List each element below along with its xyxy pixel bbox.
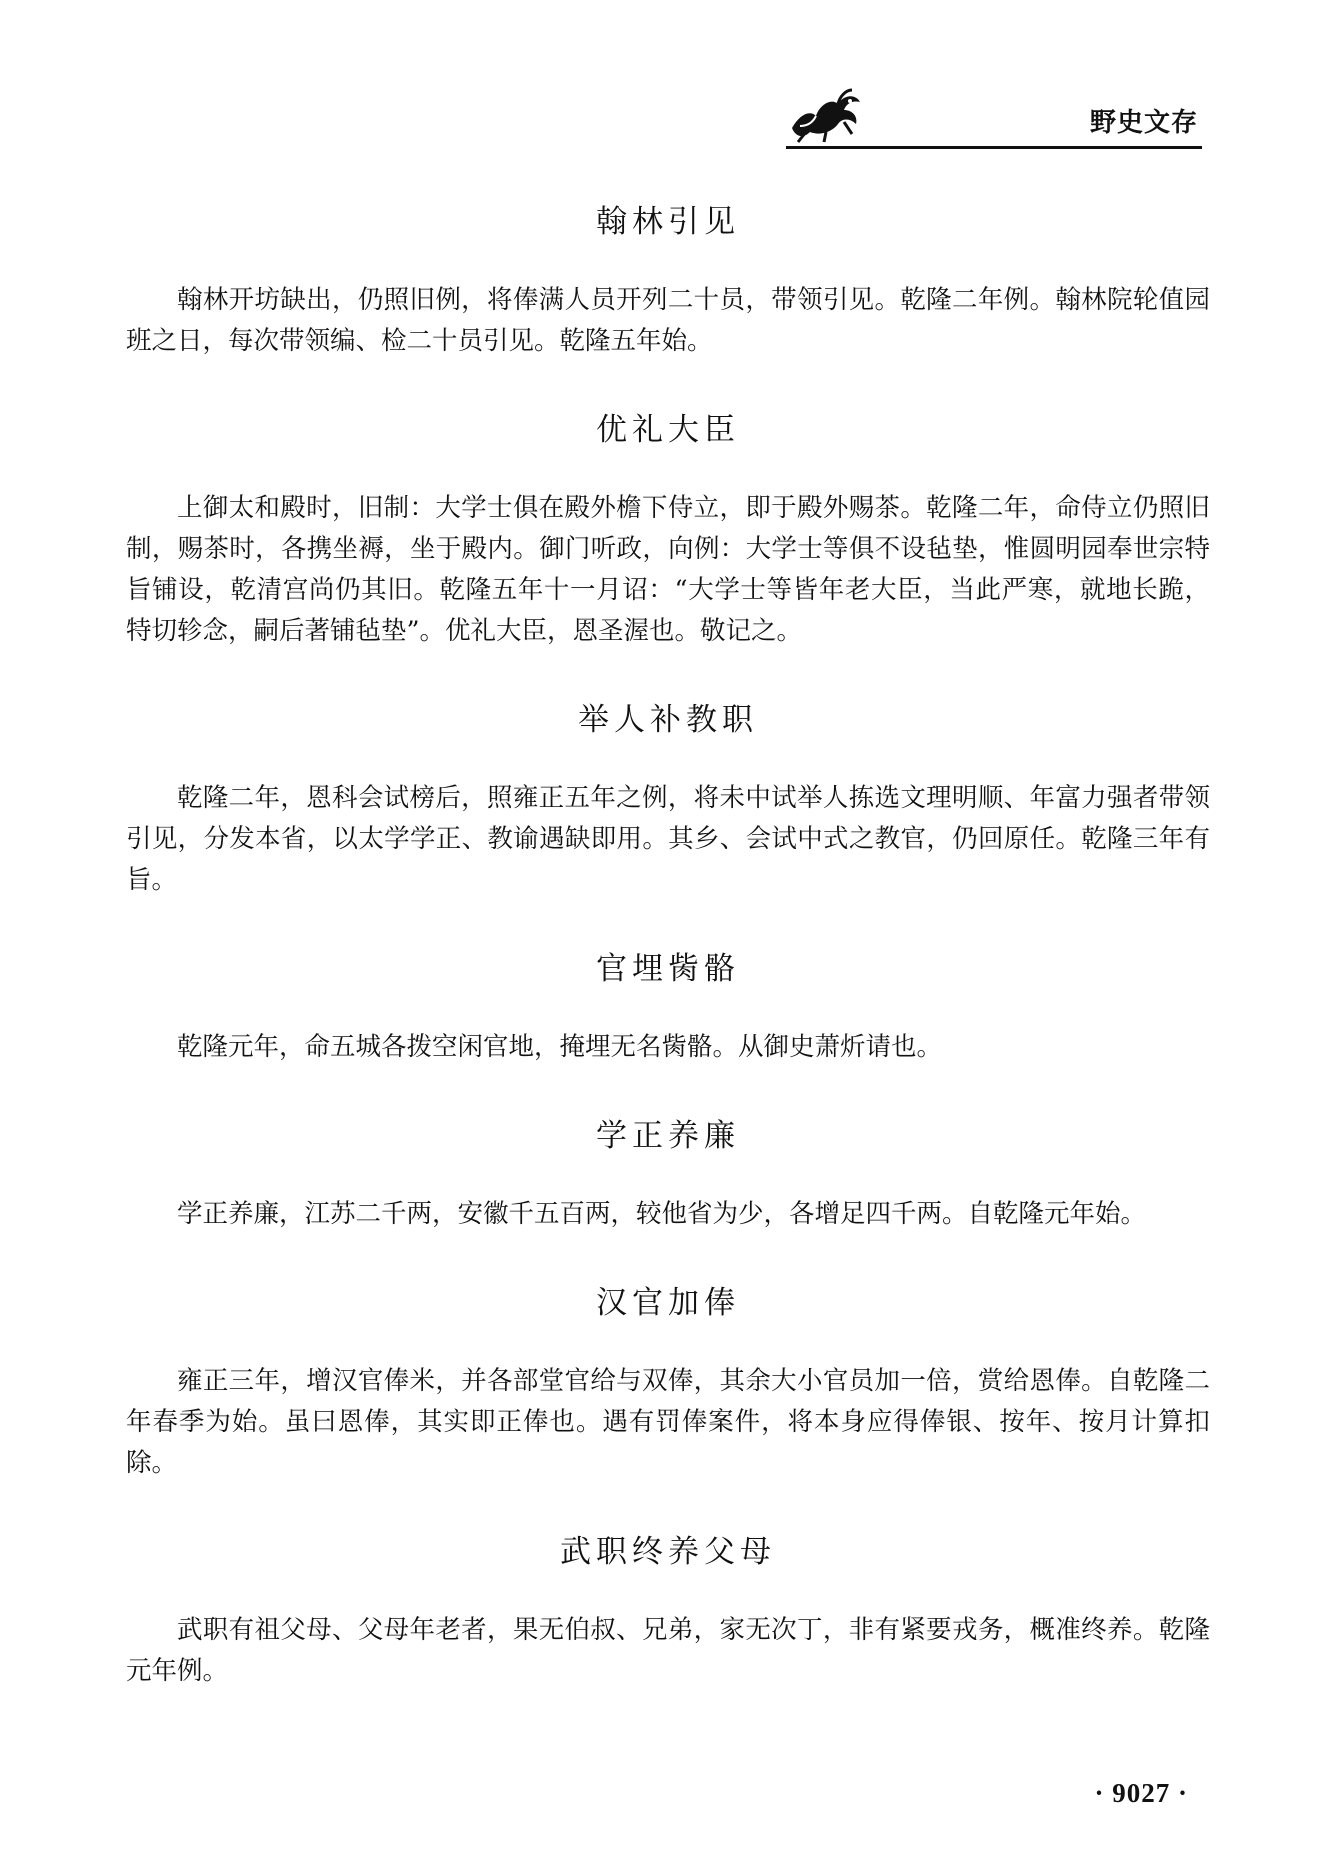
section (126, 1114, 1210, 1235)
section (126, 200, 1210, 362)
page-number: · 9027 · (1094, 1778, 1188, 1808)
series-title: 野史文存 (1089, 108, 1198, 138)
section-title: 学正养廉 (596, 1118, 740, 1154)
section-title: 武职终养父母 (560, 1534, 776, 1570)
section (126, 1530, 1210, 1692)
header-rule (786, 146, 1202, 149)
section-title: 翰林引见 (596, 204, 740, 240)
section-body: 上御太和殿时，旧制：大学士俱在殿外檐下侍立，即于殿外赐茶。乾隆二年，命侍立仍照旧制，赐茶时，各携坐褥，坐于殿内。御门听政，向例：大学士等俱不设毡垫，惟圆明园奉世宗特旨铺设，乾清宫尚仍其旧。乾隆五年十一月诏：“大学士等皆年老大臣，当此严寒，就地长跪，特切轸念，嗣后著铺毡垫”。优礼大臣，恩圣渥也。敬记之。 (126, 493, 1210, 646)
section-body: 翰林开坊缺出，仍照旧例，将俸满人员开列二十员，带领引见。乾隆二年例。翰林院轮值园班之日，每次带领编、检二十员引见。乾隆五年始。 (126, 285, 1210, 356)
page-header (786, 84, 1202, 150)
section-title: 汉官加俸 (596, 1285, 740, 1321)
section-title: 官埋胔骼 (596, 951, 740, 987)
section (126, 698, 1210, 901)
section-title: 举人补教职 (578, 702, 758, 738)
section-body: 武职有祖父母、父母年老者，果无伯叔、兄弟，家无次丁，非有紧要戎务，概准终养。乾隆元年例。 (126, 1615, 1210, 1686)
section (126, 1281, 1210, 1484)
section-body: 雍正三年，增汉官俸米，并各部堂官给与双俸，其余大小官员加一倍，赏给恩俸。自乾隆二年春季为始。虽曰恩俸，其实即正俸也。遇有罚俸案件，将本身应得俸银、按年、按月计算扣除。 (126, 1366, 1210, 1478)
section-body: 学正养廉，江苏二千两，安徽千五百两，较他省为少，各增足四千两。自乾隆元年始。 (177, 1199, 1147, 1229)
section-title: 优礼大臣 (596, 412, 740, 448)
section (126, 408, 1210, 652)
section (126, 947, 1210, 1068)
main-content (126, 200, 1210, 1692)
section-body: 乾隆二年，恩科会试榜后，照雍正五年之例，将未中试举人拣选文理明顺、年富力强者带领引见，分发本省，以太学学正、教谕遇缺即用。其乡、会试中式之教官，仍回原任。乾隆三年有旨。 (126, 783, 1210, 895)
dragon-emblem-icon (786, 84, 866, 144)
section-body: 乾隆元年，命五城各拨空闲官地，掩埋无名胔骼。从御史萧炘请也。 (177, 1032, 943, 1062)
